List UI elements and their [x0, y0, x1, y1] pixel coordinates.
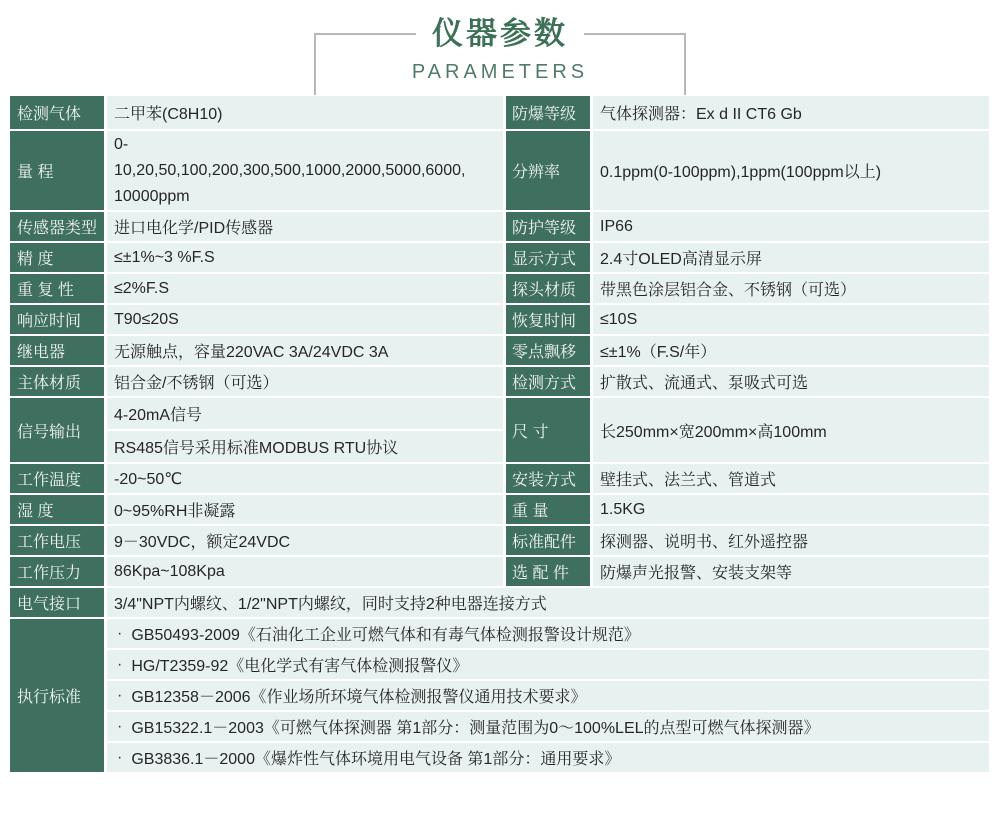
standard-item	[107, 712, 989, 741]
spec-row	[10, 274, 989, 303]
spec-value: ≤10S	[593, 305, 989, 334]
spec-label: 湿 度	[10, 495, 104, 524]
standard-text: GB3836.1－2000《爆炸性气体环境用电气设备 第1部分：通用要求》	[131, 751, 621, 768]
standard-item	[107, 681, 989, 710]
spec-label: 防护等级	[506, 212, 590, 241]
spec-row	[10, 131, 989, 210]
spec-value: 防爆声光报警、安装支架等	[593, 557, 989, 586]
spec-label: 重 复 性	[10, 274, 104, 303]
spec-value: ≤±1%~3 %F.S	[107, 243, 503, 272]
spec-label: 重 量	[506, 495, 590, 524]
standard-text: HG/T2359-92《电化学式有害气体检测报警仪》	[131, 658, 469, 675]
spec-label: 主体材质	[10, 367, 104, 396]
value-line: 10,20,50,100,200,300,500,1000,2000,5000,6000,	[114, 162, 466, 179]
spec-value: 探测器、说明书、红外遥控器	[593, 526, 989, 555]
spec-label: 尺 寸	[506, 398, 590, 462]
spec-label: 探头材质	[506, 274, 590, 303]
bullet-icon: ·	[117, 655, 123, 673]
spec-label: 精 度	[10, 243, 104, 272]
spec-row-standards	[10, 619, 989, 772]
spec-label: 分辨率	[506, 131, 590, 210]
standard-text: GB15322.1－2003《可燃气体探测器 第1部分：测量范围为0～100%LEL的点型可燃气体探测器》	[131, 720, 820, 737]
spec-row-electrical-interface	[10, 588, 989, 617]
standard-item	[107, 650, 989, 679]
spec-label: 继电器	[10, 336, 104, 365]
spec-value: IP66	[593, 212, 989, 241]
spec-label: 工作压力	[10, 557, 104, 586]
spec-value: ≤2%F.S	[107, 274, 503, 303]
spec-value: 长250mm×宽200mm×高100mm	[593, 398, 989, 462]
bullet-icon: ·	[117, 748, 123, 766]
spec-label: 工作温度	[10, 464, 104, 493]
spec-label: 恢复时间	[506, 305, 590, 334]
spec-label: 电气接口	[10, 588, 104, 617]
spec-row	[10, 212, 989, 241]
standard-item	[107, 619, 989, 648]
spec-label: 检测气体	[10, 96, 104, 129]
spec-value: 0~95%RH非凝露	[107, 495, 503, 524]
spec-value: 带黑色涂层铝合金、不锈钢（可选）	[593, 274, 989, 303]
page-title: 仪器参数	[416, 13, 584, 55]
spec-row	[10, 495, 989, 524]
spec-value: 铝合金/不锈钢（可选）	[107, 367, 503, 396]
spec-row	[10, 367, 989, 396]
value-line: 10000ppm	[114, 188, 190, 205]
spec-label: 执行标准	[10, 619, 104, 772]
spec-label: 传感器类型	[10, 212, 104, 241]
spec-row	[10, 243, 989, 272]
spec-value: 无源触点，容量220VAC 3A/24VDC 3A	[107, 336, 503, 365]
title-frame	[314, 16, 686, 95]
page-subtitle: PARAMETERS	[411, 61, 589, 83]
spec-value: 壁挂式、法兰式、管道式	[593, 464, 989, 493]
spec-row	[10, 305, 989, 334]
spec-value: 2.4寸OLED高清显示屏	[593, 243, 989, 272]
bullet-icon: ·	[117, 686, 123, 704]
spec-value: ≤±1%（F.S/年）	[593, 336, 989, 365]
spec-value: 3/4"NPT内螺纹、1/2"NPT内螺纹，同时支持2种电器连接方式	[107, 588, 989, 617]
spec-value: 0.1ppm(0-100ppm),1ppm(100ppm以上)	[593, 131, 989, 210]
spec-value: 4-20mA信号	[107, 398, 503, 429]
spec-value	[107, 131, 503, 210]
spec-row-signal-output	[10, 398, 989, 462]
spec-label: 量 程	[10, 131, 104, 210]
standard-item	[107, 743, 989, 772]
standard-text: GB12358－2006《作业场所环境气体检测报警仪通用技术要求》	[131, 689, 587, 706]
spec-value: -20~50℃	[107, 464, 503, 493]
spec-row	[10, 96, 989, 129]
spec-value: 扩散式、流通式、泵吸式可选	[593, 367, 989, 396]
spec-label: 工作电压	[10, 526, 104, 555]
bullet-icon: ·	[117, 717, 123, 735]
spec-value: 86Kpa~108Kpa	[107, 557, 503, 586]
spec-value: 1.5KG	[593, 495, 989, 524]
spec-label: 零点飘移	[506, 336, 590, 365]
spec-row	[10, 336, 989, 365]
spec-table	[10, 96, 989, 772]
spec-label: 防爆等级	[506, 96, 590, 129]
standard-text: GB50493-2009《石油化工企业可燃气体和有毒气体检测报警设计规范》	[131, 627, 640, 644]
spec-row	[10, 557, 989, 586]
bullet-icon: ·	[117, 624, 123, 642]
spec-value: RS485信号采用标准MODBUS RTU协议	[107, 431, 503, 462]
spec-label: 显示方式	[506, 243, 590, 272]
spec-row	[10, 526, 989, 555]
spec-value: 气体探测器：Ex d II CT6 Gb	[593, 96, 989, 129]
spec-value: T90≤20S	[107, 305, 503, 334]
spec-label: 信号输出	[10, 398, 104, 462]
spec-label: 安装方式	[506, 464, 590, 493]
spec-value: 进口电化学/PID传感器	[107, 212, 503, 241]
spec-label: 检测方式	[506, 367, 590, 396]
spec-value: 9－30VDC，额定24VDC	[107, 526, 503, 555]
spec-value: 二甲苯(C8H10)	[107, 96, 503, 129]
value-line: 0-	[114, 136, 129, 153]
spec-label: 选 配 件	[506, 557, 590, 586]
spec-label: 响应时间	[10, 305, 104, 334]
spec-label: 标准配件	[506, 526, 590, 555]
spec-row	[10, 464, 989, 493]
